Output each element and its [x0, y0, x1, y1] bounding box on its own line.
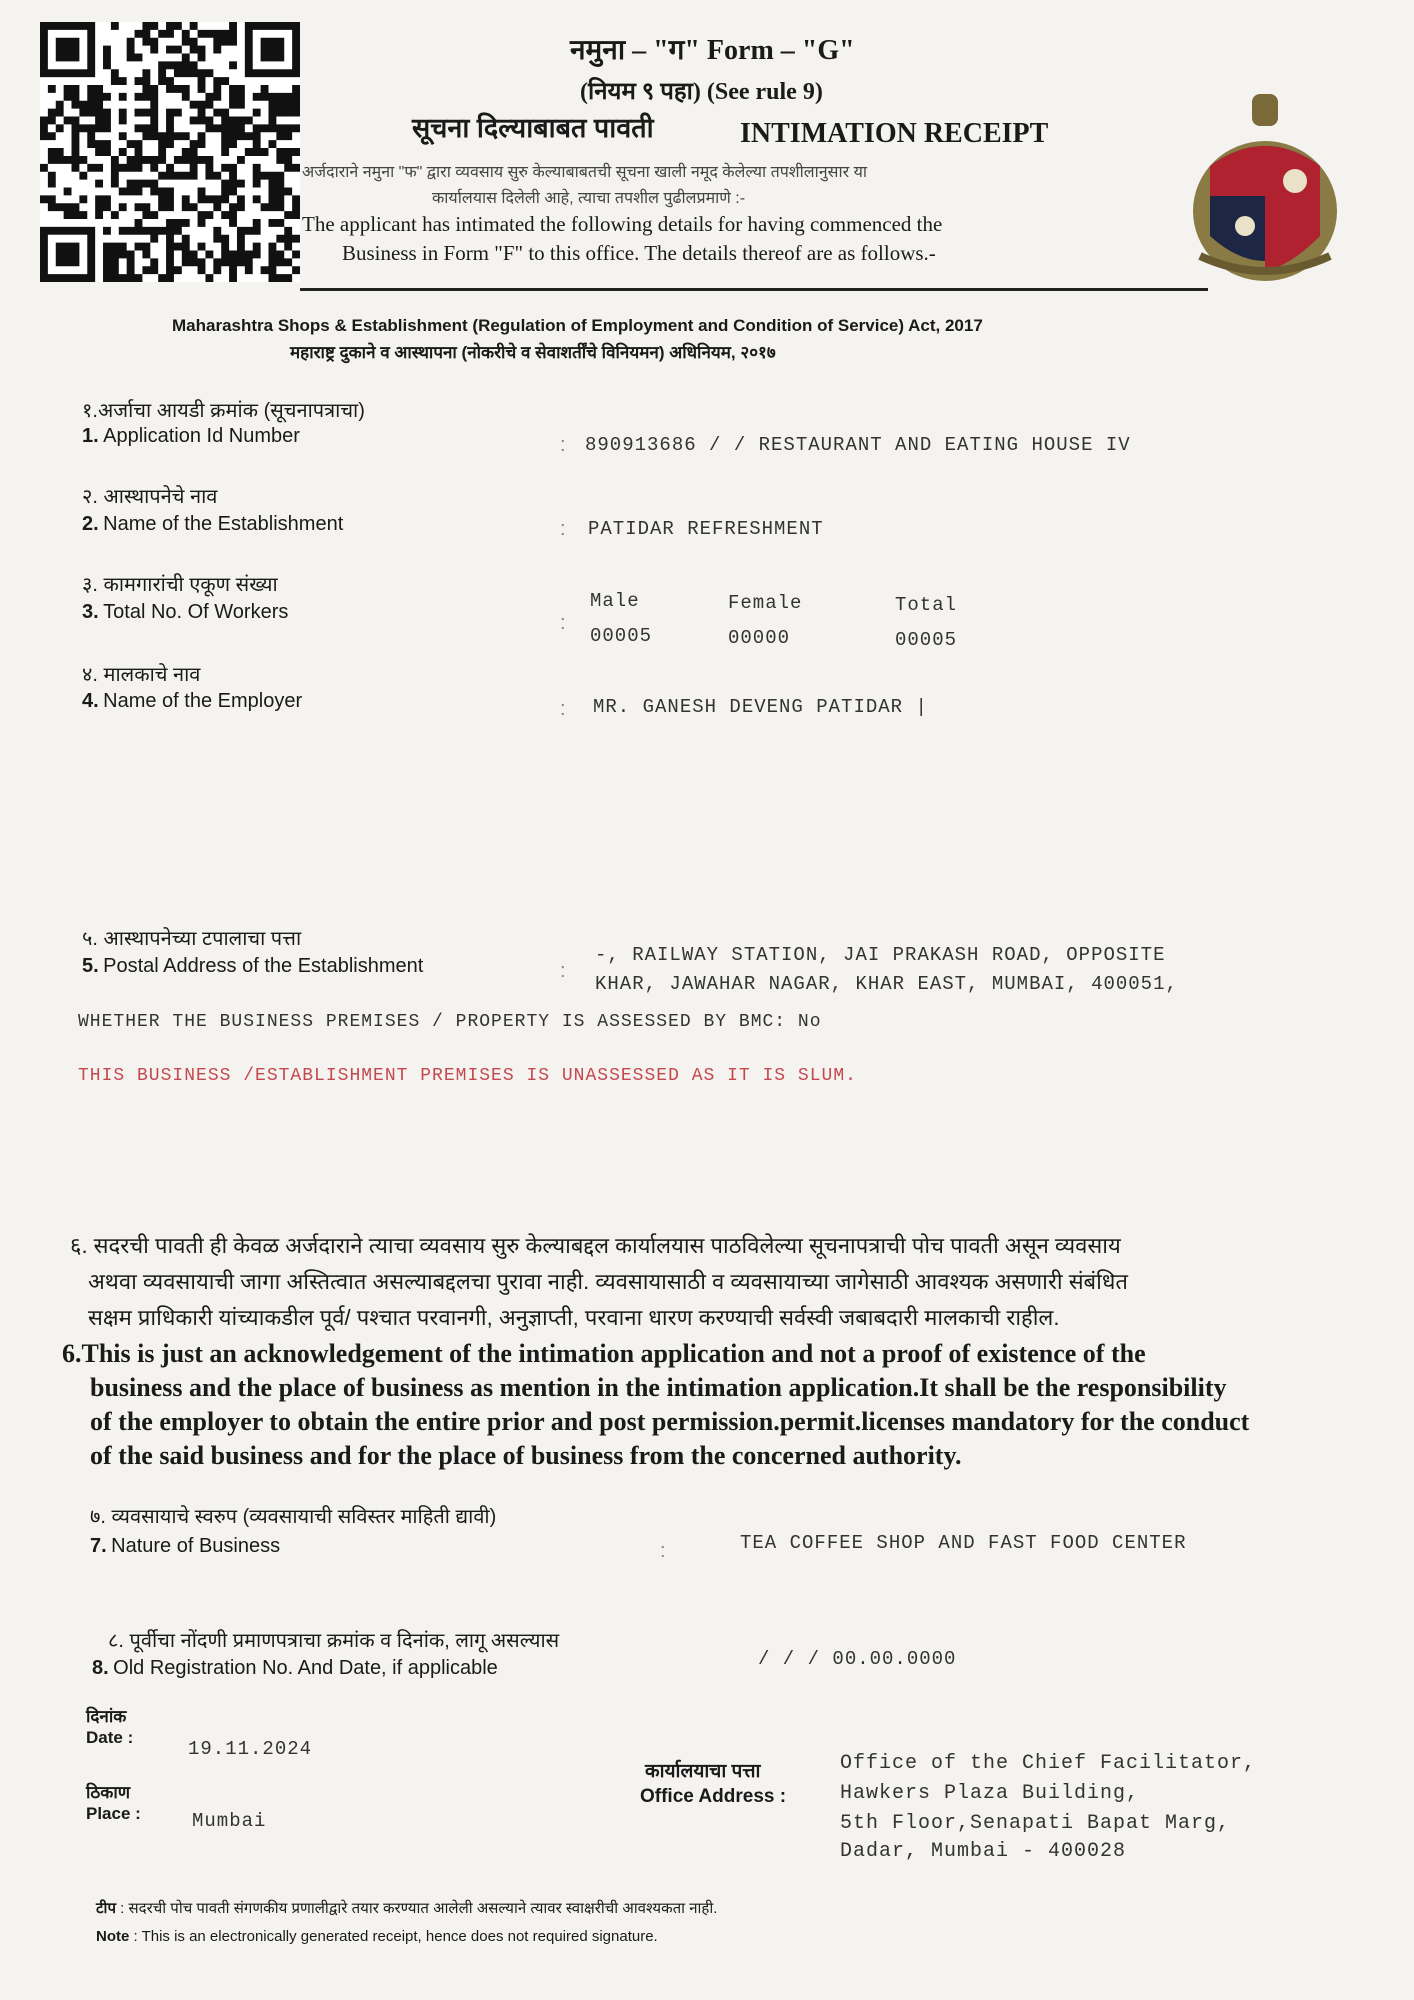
- application-id-value: 890913686 / / RESTAURANT AND EATING HOUSE IV: [585, 434, 1131, 456]
- field-2-label: 2. Name of the Establishment: [82, 513, 344, 535]
- nature-of-business-value: TEA COFFEE SHOP AND FAST FOOD CENTER: [740, 1532, 1187, 1554]
- field-1-colon: :: [560, 434, 566, 456]
- clause-6-english-line-4: of the said business and for the place of business from the concerned authority.: [90, 1441, 962, 1470]
- slum-notice: THIS BUSINESS /ESTABLISHMENT PREMISES IS UNASSESSED AS IT IS SLUM.: [78, 1066, 857, 1086]
- field-4-label-marathi: ४. मालकाचे नाव: [82, 664, 201, 686]
- act-name-english: Maharashtra Shops & Establishment (Regulation of Employment and Condition of Service) Act, 2017: [172, 316, 983, 335]
- clause-6-english-line-3: of the employer to obtain the entire prior and post permission.permit.licenses mandatory for the conduct: [90, 1407, 1250, 1436]
- note-marathi: टीप : सदरची पोच पावती संगणकीय प्रणालीद्वारे तयार करण्यात आलेली असल्याने त्यावर स्वाक्षरीची आवश्यकता नाही.: [96, 1900, 718, 1917]
- office-address-label: Office Address :: [640, 1786, 787, 1807]
- bmc-assessment-answer: No: [797, 1012, 822, 1032]
- form-title: नमुना – "ग" Form – "G": [570, 35, 855, 66]
- postal-address-line-2: KHAR, JAWAHAR NAGAR, KHAR EAST, MUMBAI, 400051,: [595, 973, 1178, 995]
- total-count: 00005: [895, 629, 958, 651]
- establishment-name-value: PATIDAR REFRESHMENT: [588, 518, 824, 540]
- field-3-label: 3. Total No. Of Workers: [82, 601, 289, 623]
- employer-name-value: MR. GANESH DEVENG PATIDAR |: [593, 696, 928, 718]
- field-5-label: 5. Postal Address of the Establishment: [82, 955, 424, 977]
- place-label: Place :: [86, 1804, 141, 1823]
- act-name-marathi: महाराष्ट्र दुकाने व आस्थापना (नोकरीचे व सेवाशर्तींचे विनियमन) अधिनियम, २०१७: [290, 343, 776, 362]
- field-7-label-marathi: ७. व्यवसायाचे स्वरुप (व्यवसायाची सविस्तर माहिती द्यावी): [90, 1506, 497, 1528]
- intro-english-line-1: The applicant has intimated the following details for having commenced the: [302, 212, 943, 236]
- intro-english-line-2: Business in Form "F" to this office. The details thereof are as follows.-: [342, 241, 936, 265]
- field-4-colon: :: [560, 698, 566, 720]
- place-label-marathi: ठिकाण: [86, 1783, 131, 1802]
- female-label: Female: [728, 592, 803, 614]
- note-english: Note : This is an electronically generated receipt, hence does not required signature.: [96, 1928, 658, 1945]
- old-registration-value: / / / 00.00.0000: [758, 1648, 957, 1670]
- male-label: Male: [590, 590, 640, 612]
- receipt-title-english: INTIMATION RECEIPT: [740, 118, 1049, 149]
- field-1-label-marathi: १.अर्जाचा आयडी क्रमांक (सूचनापत्राचा): [82, 400, 365, 422]
- clause-6-marathi-line-3: सक्षम प्राधिकारी यांच्याकडील पूर्व/ पश्चात परवानगी, अनुज्ञाप्ती, परवाना धारण करण्याची सर्वस्वी जबाबदारी मालकाची राहील.: [88, 1305, 1060, 1330]
- receipt-title-marathi: सूचना दिल्याबाबत पावती: [412, 113, 654, 143]
- clause-6-english-line-1: 6.This is just an acknowledgement of the intimation application and not a proof of existence of the: [62, 1339, 1146, 1368]
- date-label-marathi: दिनांक: [86, 1707, 127, 1726]
- office-address-line-2: Hawkers Plaza Building,: [840, 1782, 1140, 1805]
- total-label: Total: [895, 594, 958, 616]
- place-value: Mumbai: [192, 1810, 267, 1832]
- field-3-label-marathi: ३. कामगारांची एकूण संख्या: [82, 574, 278, 596]
- office-address-line-4: Dadar, Mumbai - 400028: [840, 1840, 1127, 1863]
- field-7-colon: :: [660, 1540, 666, 1562]
- field-3-colon: :: [560, 612, 566, 634]
- female-count: 00000: [728, 627, 791, 649]
- clause-6-marathi-line-2: अथवा व्यवसायाची जागा अस्तित्वात असल्याबद्दलचा पुरावा नाही. व्यवसायासाठी व व्यवसायाच्या जागेसाठी आवश्यक असणारी संबंधित: [88, 1269, 1128, 1294]
- intro-marathi-line-1: अर्जदाराने नमुना "फ" द्वारा व्यवसाय सुरु केल्याबाबतची सूचना खाली नमूद केलेल्या तपशीलानुसार या: [302, 164, 868, 181]
- clause-6-english-line-2: business and the place of business as mention in the intimation application.It shall be the responsibility: [90, 1373, 1227, 1402]
- field-4-label: 4. Name of the Employer: [82, 690, 303, 712]
- clause-6-marathi-line-1: ६. सदरची पावती ही केवळ अर्जदाराने त्याचा व्यवसाय सुरु केल्याबद्दल कार्यालयास पाठविलेल्या सूचनापत्राची पोच पावती असून व्यवसाय: [70, 1233, 1121, 1258]
- bmc-assessment-question: WHETHER THE BUSINESS PREMISES / PROPERTY IS ASSESSED BY BMC: No: [78, 1012, 822, 1032]
- field-5-label-marathi: ५. आस्थापनेच्या टपालाचा पत्ता: [82, 928, 302, 950]
- field-8-label: 8. Old Registration No. And Date, if applicable: [92, 1657, 498, 1679]
- field-2-colon: :: [560, 518, 566, 540]
- header-divider: [300, 288, 1208, 291]
- qr-code: [40, 22, 300, 282]
- date-label: Date :: [86, 1728, 134, 1747]
- field-5-colon: :: [560, 960, 566, 982]
- postal-address-line-1: -, RAILWAY STATION, JAI PRAKASH ROAD, OPPOSITE: [595, 944, 1166, 966]
- field-2-label-marathi: २. आस्थापनेचे नाव: [82, 486, 218, 508]
- office-address-line-1: Office of the Chief Facilitator,: [840, 1752, 1257, 1775]
- office-address-label-marathi: कार्यालयाचा पत्ता: [645, 1761, 761, 1782]
- intro-marathi-line-2: कार्यालयास दिलेली आहे, त्याचा तपशील पुढीलप्रमाणे :-: [432, 190, 746, 207]
- date-value: 19.11.2024: [188, 1738, 313, 1760]
- field-8-label-marathi: ८. पूर्वीचा नोंदणी प्रमाणपत्राचा क्रमांक व दिनांक, लागू असल्यास: [108, 1630, 560, 1652]
- rule-reference: (नियम ९ पहा) (See rule 9): [580, 79, 823, 105]
- bmc-seal: [1180, 86, 1350, 286]
- field-1-label: 1. Application Id Number: [82, 425, 300, 447]
- field-7-label: 7. Nature of Business: [90, 1535, 281, 1557]
- office-address-line-3: 5th Floor,Senapati Bapat Marg,: [840, 1812, 1231, 1835]
- male-count: 00005: [590, 625, 653, 647]
